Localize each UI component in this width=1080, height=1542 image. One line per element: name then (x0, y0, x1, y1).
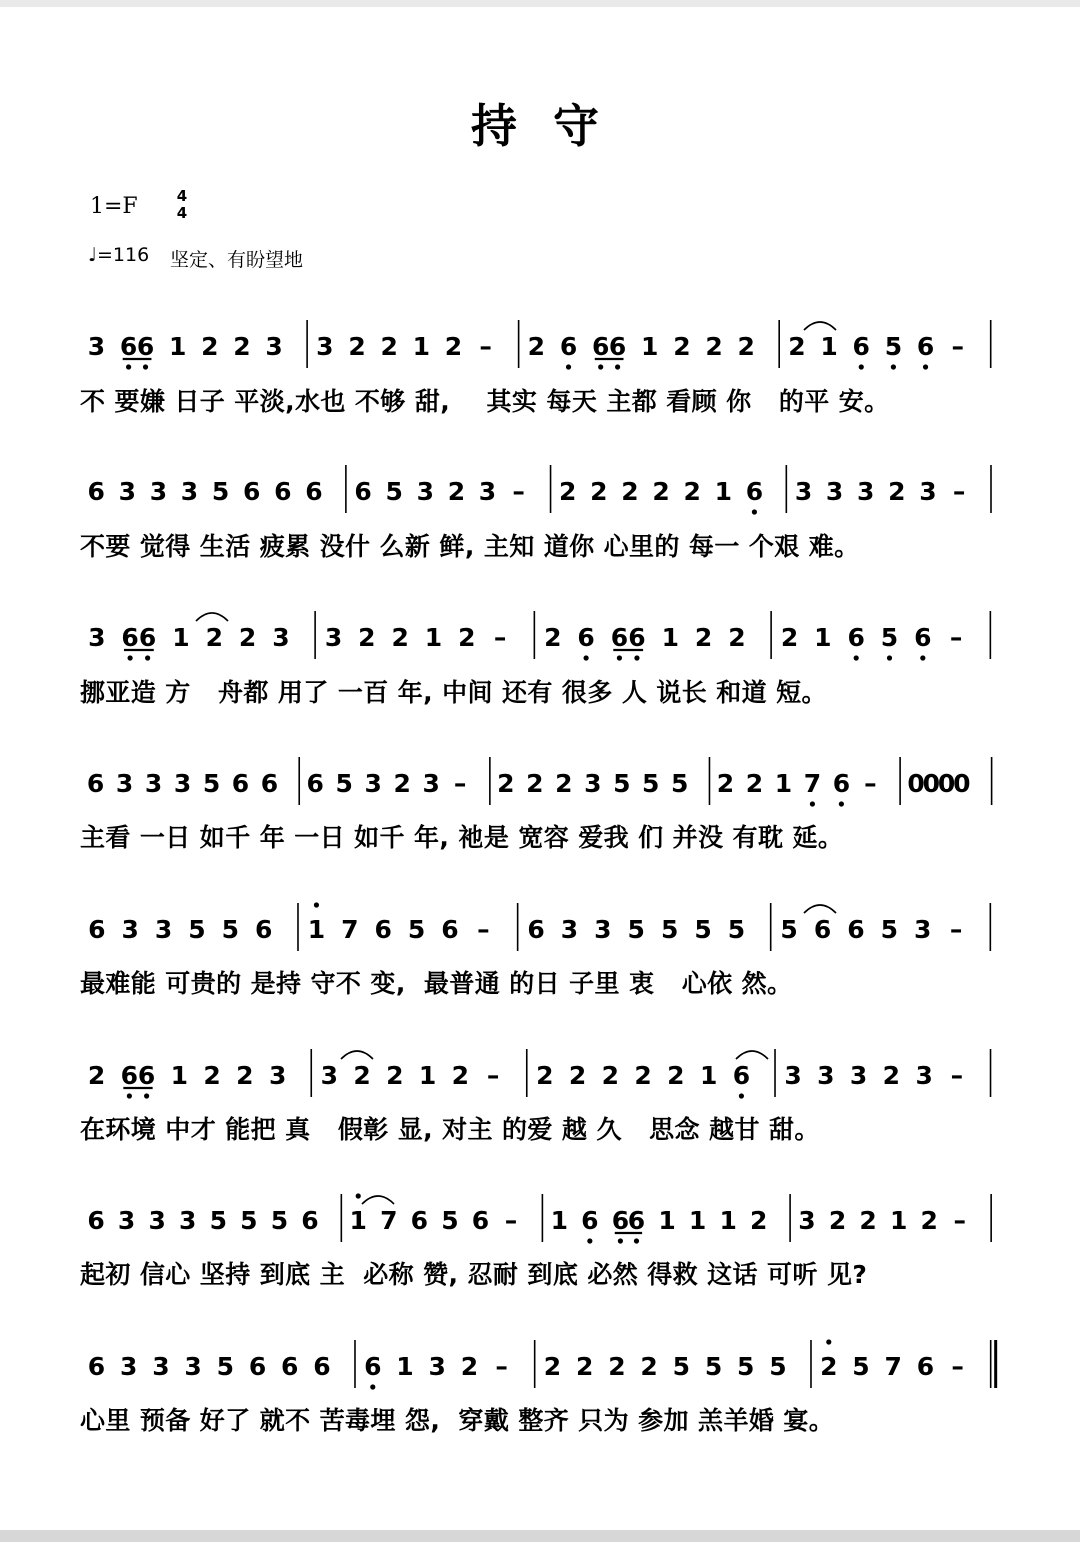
note: 1 (396, 1352, 414, 1381)
note: 6 (260, 769, 279, 798)
note: 2 (536, 1061, 554, 1090)
slur-arc (804, 905, 836, 913)
note: 3 (272, 623, 290, 652)
note: 6 (732, 1061, 751, 1090)
note: 2 (608, 1352, 626, 1381)
note: 3 (478, 477, 497, 506)
note: 2 (828, 1206, 847, 1235)
low-octave-dot (566, 364, 571, 369)
note: – (953, 1206, 967, 1235)
note: 5 (694, 915, 712, 944)
note: 1 (814, 623, 832, 652)
slur-arc (362, 1196, 394, 1204)
high-octave-dot (314, 902, 319, 907)
note: 3 (117, 1206, 136, 1235)
note: 6 (136, 332, 155, 361)
note: 0 (922, 769, 941, 798)
note: 7 (884, 1352, 902, 1381)
note: 2 (233, 332, 251, 361)
note: 3 (121, 915, 139, 944)
note: 2 (673, 332, 691, 361)
note: 3 (849, 1061, 868, 1090)
note: 5 (202, 769, 221, 798)
note: 3 (320, 1061, 339, 1090)
note: 6 (248, 1352, 267, 1381)
low-octave-dot (145, 655, 150, 660)
low-octave-dot (752, 509, 757, 514)
note: – (949, 915, 963, 944)
note: 2 (451, 1061, 470, 1090)
note: 2 (87, 1061, 106, 1090)
note: 6 (471, 1206, 490, 1235)
note: 1 (424, 623, 443, 652)
note: 6 (255, 915, 273, 944)
note: 5 (880, 623, 899, 652)
note: 2 (205, 623, 223, 652)
note: 3 (115, 769, 134, 798)
note: 2 (201, 332, 219, 361)
note: 6 (86, 769, 105, 798)
note: 2 (447, 477, 466, 506)
note: 6 (410, 1206, 429, 1235)
note: 5 (407, 915, 426, 944)
note: 2 (460, 1352, 479, 1381)
note: 6 (916, 1352, 935, 1381)
note: 3 (817, 1061, 835, 1090)
low-octave-dot (859, 364, 864, 369)
note: 1 (658, 1206, 676, 1235)
note: 3 (316, 332, 334, 361)
note: 3 (154, 915, 173, 944)
slur-arc (804, 322, 836, 330)
note: – (512, 477, 525, 506)
lyric-line-8: 心里 预备 好了 就不 苦毒埋 怨, 穿戴 整齐 只为 参加 羔羊婚 宴。 (80, 1406, 835, 1435)
note: 1 (412, 332, 431, 361)
note: 2 (780, 623, 799, 652)
note: 2 (788, 332, 806, 361)
note: 3 (594, 915, 612, 944)
note: 2 (386, 1061, 404, 1090)
note: 2 (238, 623, 257, 652)
low-octave-dot (144, 1093, 149, 1098)
song-title: 持 守 (470, 99, 609, 153)
note: 6 (847, 623, 865, 652)
note: 1 (820, 332, 838, 361)
note: 1 (307, 915, 326, 944)
note: 2 (683, 477, 701, 506)
note: 7 (380, 1206, 398, 1235)
low-octave-dot (587, 1238, 592, 1243)
low-octave-dot (891, 364, 896, 369)
note: 6 (577, 623, 595, 652)
note: – (952, 477, 966, 506)
note: 1 (774, 769, 793, 798)
note: 2 (497, 769, 515, 798)
note: 2 (358, 623, 376, 652)
note: 6 (87, 1206, 105, 1235)
note: 6 (138, 623, 157, 652)
low-octave-dot (598, 364, 603, 369)
note: 3 (784, 1061, 802, 1090)
note: 1 (719, 1206, 737, 1235)
high-octave-dot (826, 1339, 831, 1344)
note: 1 (661, 623, 679, 652)
note: 5 (211, 477, 230, 506)
note: 2 (694, 623, 713, 652)
note: 2 (543, 1352, 562, 1381)
note: 5 (270, 1206, 289, 1235)
note: 3 (144, 769, 163, 798)
note: 3 (324, 623, 343, 652)
note: 6 (306, 769, 324, 798)
note: 3 (798, 1206, 816, 1235)
note: 6 (305, 477, 323, 506)
note: 3 (919, 477, 937, 506)
note: 5 (737, 1352, 755, 1381)
note: 6 (628, 623, 646, 652)
note: – (949, 623, 963, 652)
note: 2 (203, 1061, 221, 1090)
note: – (950, 1061, 964, 1090)
note: 6 (441, 915, 459, 944)
note: 2 (236, 1061, 254, 1090)
time-signature-bottom: 4 (176, 204, 188, 222)
low-octave-dot (583, 655, 588, 660)
low-octave-dot (127, 1093, 132, 1098)
note: 5 (727, 915, 746, 944)
note: 2 (559, 477, 577, 506)
note: 2 (380, 332, 398, 361)
note: 2 (590, 477, 608, 506)
low-octave-dot (923, 364, 928, 369)
note: 2 (568, 1061, 587, 1090)
note: 2 (640, 1352, 658, 1381)
slur-arc (341, 1051, 373, 1059)
low-octave-dot (143, 364, 148, 369)
note: 3 (422, 769, 440, 798)
note: – (864, 769, 877, 798)
note: 3 (265, 332, 283, 361)
low-octave-dot (810, 801, 815, 806)
note: 2 (820, 1352, 838, 1381)
low-octave-dot (854, 655, 859, 660)
note: 5 (613, 769, 631, 798)
note: 6 (121, 623, 139, 652)
note: 3 (428, 1352, 446, 1381)
note: 6 (916, 332, 935, 361)
note: 6 (847, 915, 865, 944)
note: 5 (769, 1352, 787, 1381)
low-octave-dot (126, 364, 131, 369)
note: 2 (750, 1206, 768, 1235)
note: 6 (87, 1352, 106, 1381)
note: – (495, 1352, 508, 1381)
note: 6 (627, 1206, 646, 1235)
note: 5 (441, 1206, 459, 1235)
note: 3 (184, 1352, 202, 1381)
note: 5 (704, 1352, 723, 1381)
note: 3 (180, 477, 199, 506)
note: 2 (667, 1061, 685, 1090)
note: 2 (526, 769, 544, 798)
slur-arc (736, 1051, 768, 1059)
low-octave-dot (634, 1238, 639, 1243)
note: 5 (672, 1352, 691, 1381)
note: 3 (913, 915, 932, 944)
note: 2 (444, 332, 463, 361)
note: 5 (671, 769, 689, 798)
note: – (486, 1061, 500, 1090)
note: 3 (268, 1061, 287, 1090)
note: 6 (313, 1352, 331, 1381)
lyric-line-3: 挪亚造 方 舟都 用了 一百 年, 中间 还有 很多 人 说长 和道 短。 (80, 678, 827, 707)
note: 2 (621, 477, 639, 506)
low-octave-dot (739, 1093, 744, 1098)
note: 5 (188, 915, 206, 944)
note: 3 (148, 1206, 166, 1235)
note: 5 (884, 332, 903, 361)
note: 6 (137, 1061, 156, 1090)
note: 7 (803, 769, 822, 798)
note: 0 (953, 769, 971, 798)
note: 6 (119, 332, 138, 361)
low-octave-dot (617, 655, 622, 660)
note: 2 (544, 623, 562, 652)
note: 6 (581, 1206, 599, 1235)
note: 6 (832, 769, 851, 798)
note: – (479, 332, 492, 361)
note: 5 (660, 915, 679, 944)
note: 2 (882, 1061, 901, 1090)
note: 3 (915, 1061, 933, 1090)
note: 2 (652, 477, 670, 506)
note: 5 (780, 915, 798, 944)
low-octave-dot (920, 655, 925, 660)
quarter-note-icon: ♩ (88, 244, 97, 266)
note: 2 (353, 1061, 371, 1090)
note: 3 (364, 769, 382, 798)
note: 6 (559, 332, 578, 361)
note: 3 (173, 769, 192, 798)
note: 2 (888, 477, 906, 506)
low-octave-dot (839, 801, 844, 806)
note: 1 (349, 1206, 367, 1235)
note: 1 (172, 623, 190, 652)
note: 7 (341, 915, 359, 944)
low-octave-dot (615, 364, 620, 369)
note: 5 (221, 915, 240, 944)
lyric-line-4: 主看 一日 如千 年 一日 如千 年, 祂是 宽容 爱我 们 并没 有耽 延。 (80, 823, 844, 852)
note: 3 (118, 477, 136, 506)
note: 2 (527, 332, 546, 361)
note: 1 (418, 1061, 437, 1090)
note: 2 (348, 332, 366, 361)
low-octave-dot (887, 655, 892, 660)
tempo-bpm: =116 (96, 244, 150, 266)
note: 2 (728, 623, 746, 652)
note: 0 (907, 769, 925, 798)
lyric-line-1: 不 要嫌 日子 平淡,水也 不够 甜, 其实 每天 主都 看顾 你 的平 安。 (80, 387, 890, 416)
note: 2 (745, 769, 764, 798)
note: 3 (87, 332, 106, 361)
note: 1 (699, 1061, 718, 1090)
note: – (504, 1206, 518, 1235)
note: 6 (364, 1352, 382, 1381)
note: 6 (610, 623, 629, 652)
note: 3 (857, 477, 875, 506)
note: 1 (889, 1206, 908, 1235)
bottom-edge (0, 1530, 1080, 1542)
note: 1 (714, 477, 732, 506)
note: 2 (920, 1206, 938, 1235)
note: – (453, 769, 467, 798)
note: 6 (120, 1061, 139, 1090)
note: 6 (274, 477, 292, 506)
note: 2 (393, 769, 411, 798)
note: 3 (794, 477, 813, 506)
note: 5 (335, 769, 353, 798)
note: 3 (179, 1206, 197, 1235)
slur-arc (196, 613, 228, 621)
lyric-line-6: 在环境 中才 能把 真 假彰 显, 对主 的爱 越 久 思念 越甘 甜。 (80, 1115, 820, 1144)
note: 6 (527, 915, 545, 944)
note: 2 (737, 332, 755, 361)
high-octave-dot (356, 1193, 361, 1198)
note: 3 (416, 477, 434, 506)
note: 5 (880, 915, 898, 944)
note: 2 (391, 623, 409, 652)
note: 3 (560, 915, 579, 944)
note: 6 (745, 477, 764, 506)
note: 3 (88, 623, 106, 652)
lyric-line-7: 起初 信心 坚持 到底 主 必称 赞, 忍耐 到底 必然 得救 这话 可听 见? (80, 1260, 868, 1289)
note: 6 (301, 1206, 319, 1235)
note: 3 (119, 1352, 138, 1381)
note: 5 (209, 1206, 227, 1235)
lyric-line-2: 不要 觉得 生活 疲累 没什 么新 鲜, 主知 道你 心里的 每一 个艰 难。 (80, 532, 860, 561)
note: 3 (152, 1352, 170, 1381)
low-octave-dot (618, 1238, 623, 1243)
note: 5 (627, 915, 645, 944)
note: 1 (550, 1206, 568, 1235)
note: 2 (575, 1352, 594, 1381)
note: 3 (149, 477, 168, 506)
lyric-line-5: 最难能 可贵的 是持 守不 变, 最普通 的日 子里 衷 心依 然。 (80, 969, 793, 998)
note: 5 (852, 1352, 870, 1381)
note: 1 (641, 332, 659, 361)
note: 1 (170, 1061, 189, 1090)
note: 5 (642, 769, 660, 798)
note: 3 (825, 477, 844, 506)
note: 1 (688, 1206, 707, 1235)
note: 0 (937, 769, 956, 798)
note: 6 (611, 1206, 630, 1235)
low-octave-dot (634, 655, 639, 660)
note: 3 (584, 769, 602, 798)
note: 5 (385, 477, 403, 506)
note: 5 (240, 1206, 258, 1235)
note: 6 (231, 769, 250, 798)
note: 2 (601, 1061, 620, 1090)
note: 1 (168, 332, 187, 361)
note: 6 (88, 915, 106, 944)
note: 5 (216, 1352, 235, 1381)
low-octave-dot (127, 655, 132, 660)
key-signature: 1=F (90, 194, 138, 219)
low-octave-dot (370, 1384, 375, 1389)
expression-marking: 坚定、有盼望地 (170, 249, 304, 271)
note: – (493, 623, 507, 652)
note: 2 (716, 769, 735, 798)
note: 2 (458, 623, 476, 652)
note: 6 (591, 332, 610, 361)
note: 6 (374, 915, 392, 944)
note: 2 (634, 1061, 652, 1090)
note: 6 (87, 477, 105, 506)
note: 6 (813, 915, 832, 944)
note: 2 (705, 332, 723, 361)
note: 6 (914, 623, 932, 652)
note: – (951, 1352, 964, 1381)
note: 6 (243, 477, 261, 506)
note: 6 (852, 332, 870, 361)
note: 6 (608, 332, 627, 361)
note: 6 (354, 477, 372, 506)
time-signature-top: 4 (176, 187, 188, 205)
note: 2 (555, 769, 573, 798)
note: – (477, 915, 490, 944)
note: – (951, 332, 964, 361)
note: 6 (281, 1352, 299, 1381)
note: 2 (859, 1206, 877, 1235)
